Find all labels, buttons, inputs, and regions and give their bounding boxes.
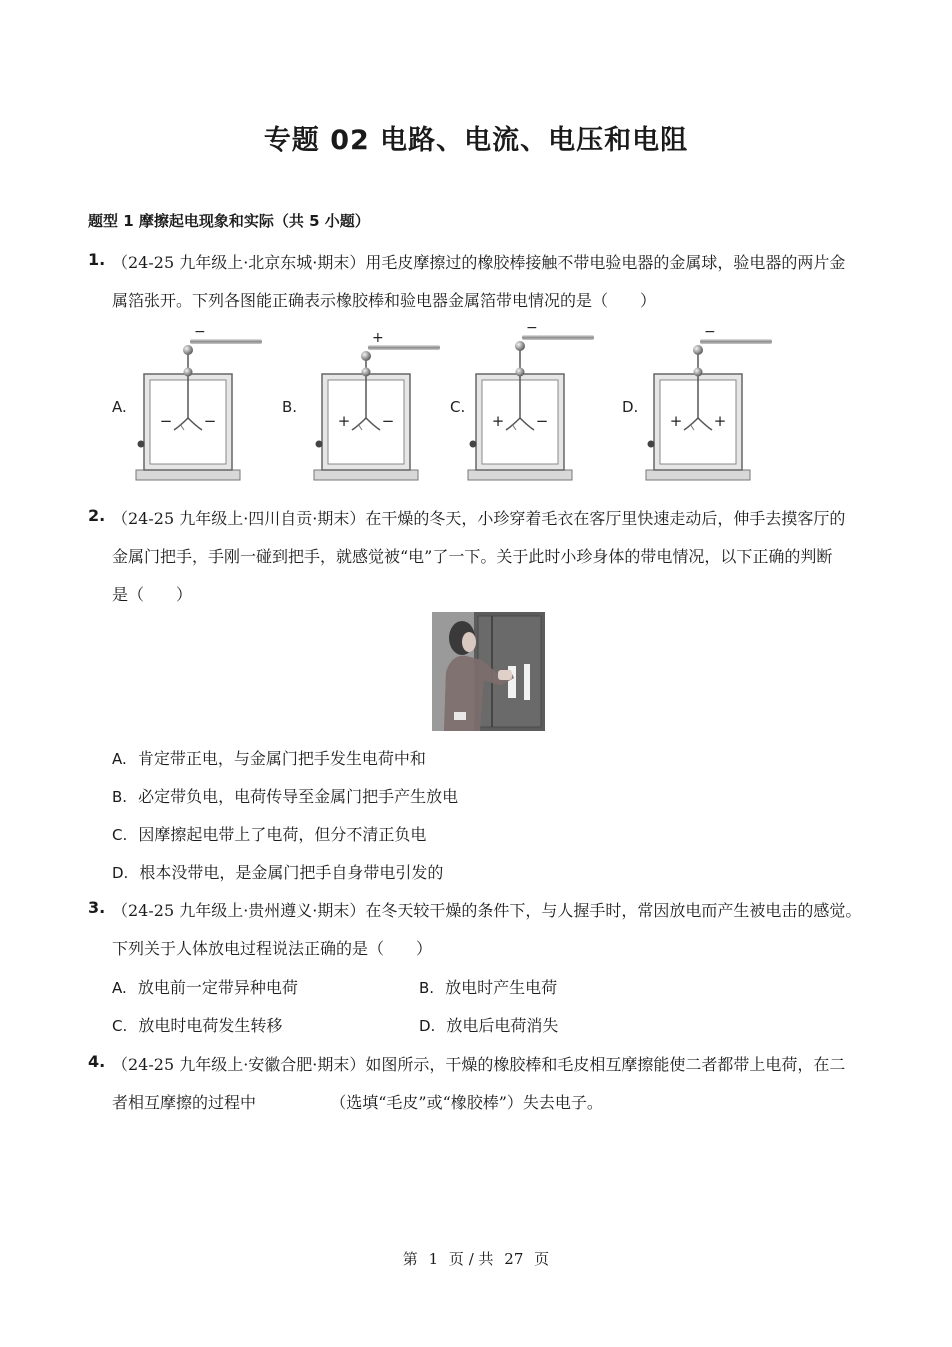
figure-label: B. bbox=[282, 398, 298, 416]
question-number: 4. bbox=[88, 1052, 106, 1071]
question-text-line: （24-25 九年级上·安徽合肥·期末）如图所示，干燥的橡胶棒和毛皮相互摩擦能使二者都带上电荷，在二 bbox=[112, 1055, 846, 1074]
door-handle-illustration bbox=[432, 612, 545, 731]
electroscope-a bbox=[112, 324, 262, 480]
option-label: B. bbox=[419, 979, 435, 997]
electroscope-base bbox=[646, 470, 750, 480]
electroscope-figures bbox=[100, 322, 880, 492]
option-text: 放电时电荷发生转移 bbox=[138, 1016, 283, 1035]
case-plug bbox=[184, 368, 193, 377]
electroscope-c bbox=[450, 322, 594, 480]
question-text-line: 是（ ） bbox=[112, 585, 193, 604]
option-label: D. bbox=[419, 1017, 436, 1035]
electroscope-base bbox=[314, 470, 418, 480]
leaf-charge-right: − bbox=[381, 412, 395, 430]
question-text-part: （选填“毛皮”或“橡胶棒”）失去电子。 bbox=[330, 1093, 603, 1112]
leaf-charge-right: − bbox=[203, 412, 217, 430]
rod-charge: − bbox=[194, 324, 206, 340]
figure-label: A. bbox=[112, 398, 127, 416]
question-text-line bbox=[112, 1090, 603, 1113]
metal-ball bbox=[361, 351, 371, 361]
electroscope-svg bbox=[100, 322, 880, 492]
figure-label: D. bbox=[622, 398, 639, 416]
option-label: C. bbox=[112, 1017, 128, 1035]
metal-ball bbox=[183, 345, 193, 355]
question-text-line: 属箔张开。下列各图能正确表示橡胶棒和验电器金属箔带电情况的是（ ） bbox=[112, 291, 657, 310]
metal-ball bbox=[693, 345, 703, 355]
option-b bbox=[112, 784, 458, 807]
question-number: 3. bbox=[88, 898, 106, 917]
option-label: A. bbox=[112, 750, 127, 768]
option-a bbox=[112, 975, 298, 998]
side-screw bbox=[316, 441, 323, 448]
electroscope-base bbox=[468, 470, 572, 480]
option-label: D. bbox=[112, 864, 129, 882]
option-text: 放电后电荷消失 bbox=[446, 1016, 559, 1035]
leaf-charge-right: + bbox=[713, 412, 727, 430]
person-door-svg bbox=[432, 612, 545, 731]
question-text-line: 下列关于人体放电过程说法正确的是（ ） bbox=[112, 939, 433, 958]
option-text: 必定带负电，电荷传导至金属门把手产生放电 bbox=[138, 787, 459, 806]
figure-label: C. bbox=[450, 398, 466, 416]
leaf-charge-left: − bbox=[159, 412, 173, 430]
question-text-part: 者相互摩擦的过程中 bbox=[112, 1093, 257, 1112]
option-text: 放电时产生电荷 bbox=[445, 978, 558, 997]
case-plug bbox=[516, 368, 525, 377]
electroscope-base bbox=[136, 470, 240, 480]
question-text-line: 金属门把手，手刚一碰到把手，就感觉被“电”了一下。关于此时小珍身体的带电情况，以下正确的判断 bbox=[112, 547, 833, 566]
leaf-charge-left: + bbox=[337, 412, 351, 430]
question-text-line: （24-25 九年级上·北京东城·期末）用毛皮摩擦过的橡胶棒接触不带电验电器的金属球，验电器的两片金 bbox=[112, 253, 846, 272]
case-plug bbox=[362, 368, 371, 377]
question-text-line: （24-25 九年级上·贵州遵义·期末）在冬天较干燥的条件下，与人握手时，常因放电而产生被电击的感觉。 bbox=[112, 901, 862, 920]
option-label: C. bbox=[112, 826, 128, 844]
footer-suffix: 页 bbox=[534, 1250, 550, 1268]
option-c bbox=[112, 822, 426, 845]
rod-charge: + bbox=[372, 330, 384, 346]
option-b bbox=[419, 975, 557, 998]
option-text: 放电前一定带异种电荷 bbox=[137, 978, 298, 997]
case-plug bbox=[694, 368, 703, 377]
page-number: 1 bbox=[428, 1250, 439, 1268]
page-footer bbox=[0, 1248, 952, 1269]
footer-prefix: 第 bbox=[402, 1250, 418, 1268]
side-screw bbox=[648, 441, 655, 448]
side-screw bbox=[470, 441, 477, 448]
section-heading: 题型 1 摩擦起电现象和实际（共 5 小题） bbox=[88, 212, 370, 230]
page-title: 专题 02 电路、电流、电压和电阻 bbox=[263, 125, 689, 156]
option-c bbox=[112, 1013, 282, 1036]
rod-charge: − bbox=[526, 322, 538, 336]
option-text: 根本没带电，是金属门把手自身带电引发的 bbox=[139, 863, 444, 882]
total-pages: 27 bbox=[504, 1250, 524, 1268]
question-text-line: （24-25 九年级上·四川自贡·期末）在干燥的冬天，小珍穿着毛衣在客厅里快速走动后，伸手去摸客厅的 bbox=[112, 509, 846, 528]
option-text: 肯定带正电，与金属门把手发生电荷中和 bbox=[137, 749, 426, 768]
footer-mid: 页 / 共 bbox=[448, 1250, 494, 1268]
metal-ball bbox=[515, 341, 525, 351]
option-label: A. bbox=[112, 979, 127, 997]
electroscope-b bbox=[282, 330, 440, 480]
question-number: 1. bbox=[88, 250, 106, 269]
side-screw bbox=[138, 441, 145, 448]
option-text: 因摩擦起电带上了电荷，但分不清正负电 bbox=[138, 825, 427, 844]
electroscope-d bbox=[622, 324, 772, 480]
option-a bbox=[112, 746, 426, 769]
question-number: 2. bbox=[88, 506, 106, 525]
option-label: B. bbox=[112, 788, 128, 806]
rod-charge: − bbox=[704, 324, 716, 340]
option-d bbox=[112, 860, 443, 883]
option-d bbox=[419, 1013, 558, 1036]
leaf-charge-right: − bbox=[535, 412, 549, 430]
leaf-charge-left: + bbox=[491, 412, 505, 430]
leaf-charge-left: + bbox=[669, 412, 683, 430]
